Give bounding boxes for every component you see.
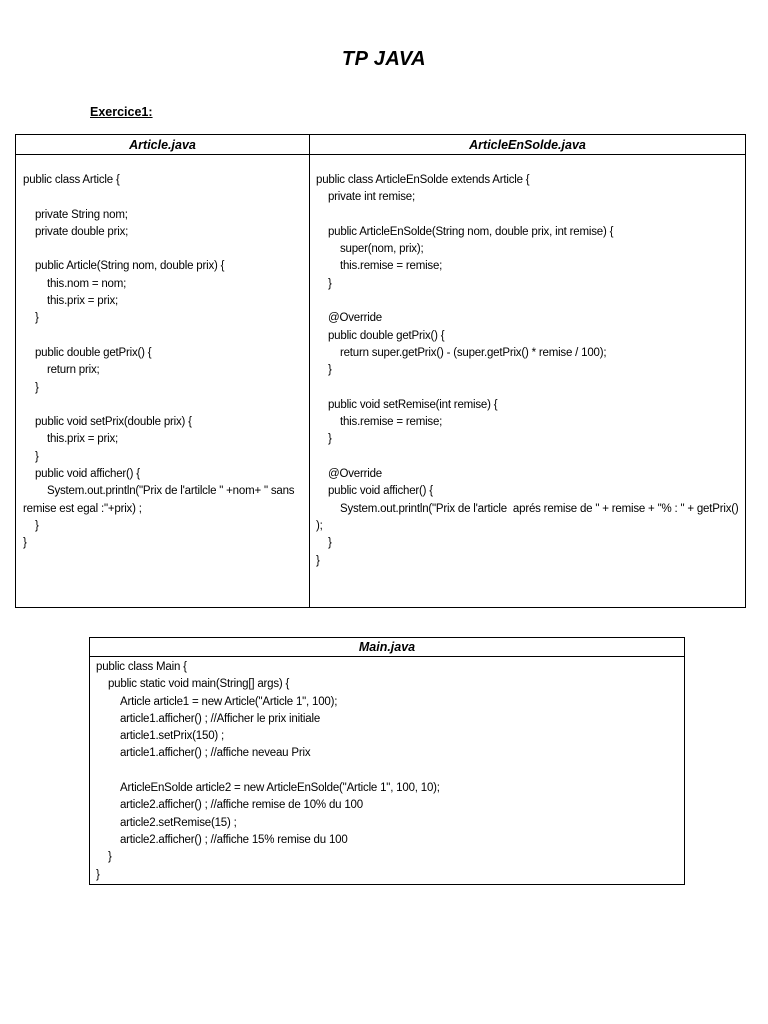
article-en-solde-code: public class ArticleEnSolde extends Article { private int remise; public ArticleEnSolde(String nom, double prix, int remise) { super(nom, prix); this.remise = remise; } @Override public double getPrix() { return super.getPrix() - (super.getPrix() * remise / 100); } public void setRemise(int remise) { this.remise = remise; } @Override public void afficher() { System.out.println("Prix de l'article aprés remise de " + remise + "% : " + getPrix() ); } } xyxy=(316,174,739,567)
exercise-label: Exercice1: xyxy=(90,105,153,119)
article-code-cell xyxy=(16,155,310,608)
class-code-table xyxy=(15,134,746,608)
main-code-cell xyxy=(90,657,685,885)
main-header-row xyxy=(90,638,685,657)
article-code: public class Article { private String nom; private double prix; public Article(String nom, double prix) { this.nom = nom; this.prix = prix; } public double getPrix() { return prix; } public void setPrix(double prix) { this.prix = prix; } public void afficher() { System.out.println("Prix de l'artilcle " +nom+ " sans remise est egal :"+prix) ; } } xyxy=(23,174,295,550)
article-en-solde-file-header: ArticleEnSolde.java xyxy=(310,135,746,155)
main-file-header: Main.java xyxy=(90,638,685,657)
main-code-table xyxy=(89,637,685,885)
article-file-header: Article.java xyxy=(16,135,310,155)
table-header-row xyxy=(16,135,746,155)
main-code: public class Main { public static void main(String[] args) { Article article1 = new Article("Article 1", 100); article1.afficher() ; //Afficher le prix initiale article1.setPrix(150) ; article1.afficher() ; //affiche neveau Prix ArticleEnSolde article2 = new ArticleEnSolde("Article 1", 100, 10); article2.afficher() ; //affiche remise de 10% du 100 article2.setRemise(15) ; article2.afficher() ; //affiche 15% remise du 100 } } xyxy=(96,661,440,881)
code-row xyxy=(16,155,746,608)
main-code-row xyxy=(90,657,685,885)
article-en-solde-code-cell xyxy=(310,155,746,608)
document-title: TP JAVA xyxy=(341,48,427,70)
